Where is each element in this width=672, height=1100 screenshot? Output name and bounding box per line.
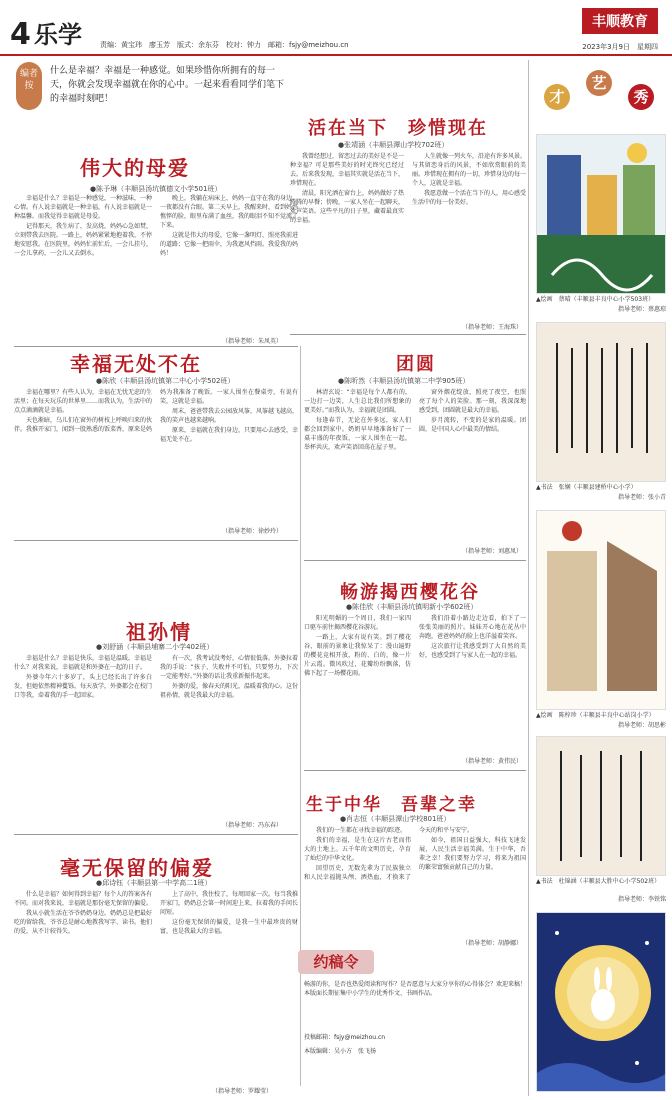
article-title: 毫无保留的偏爱 — [60, 856, 214, 880]
paragraph: 我从小就生活在爷爷奶奶身边。奶奶总是把最好吃的留给我，爷爷总是耐心地教我写字、读书。他们的爱，从不计较得失。 — [14, 910, 153, 935]
banner-char: 才 — [544, 84, 570, 110]
article-title: 活在当下 珍惜现在 — [308, 118, 488, 139]
teacher-credit: （指导老师：王海珠） — [462, 324, 523, 331]
paragraph: 外婆的爱，像春天的阳光，温暖着我的心。这份祖孙情，就是我最大的幸福。 — [160, 683, 298, 699]
paragraph: 岁月流转，不变的是家的温暖。团圆，是中国人心中最美的情结。 — [419, 417, 526, 433]
article-author: ●陈欣（丰顺县汤坑镇第二中心小学502班） — [96, 377, 235, 385]
article-title: 伟大的母爱 — [80, 156, 190, 180]
article-author: ●邱诗钰（丰顺县第一中学高二1班） — [96, 879, 212, 887]
paragraph: 原来，幸福就在我们身边，只要用心去感受，幸福无处不在。 — [160, 427, 298, 443]
page-editor: 本版编辑：吴小方 张飞扬 — [304, 1048, 377, 1055]
divider — [14, 346, 298, 347]
teacher-credit: （指导老师：徐妙玲） — [222, 528, 283, 535]
article-title: 生于中华 吾辈之幸 — [306, 795, 477, 815]
paragraph: 我们的幸福，是生在这片古老而伟大的土地上。五千年的文明历史，孕育了灿烂的中华文化。 — [304, 837, 411, 862]
art-showcase-column — [530, 56, 672, 1100]
teacher-credit: （指导老师：刘惠凤） — [462, 548, 523, 555]
article-body — [14, 194, 298, 334]
paragraph: 回望历史，无数先辈为了民族独立和人民幸福抛头颅、洒热血，才换来了今天的和平与安宁。 — [304, 827, 474, 881]
paragraph: 每逢春节，无论在外多远，家人们都会回到家中。奶奶早早地准备好了一桌丰盛的年夜饭，一家人围坐在一起，举杯共庆，欢声笑语回荡在屋子里。 — [304, 417, 411, 451]
paragraph: 这就是伟大的母爱，它像一盏明灯，照亮我前进的道路；它像一把雨伞，为我遮风挡雨。我爱我的妈妈！ — [160, 232, 298, 257]
artwork-teacher: 指导老师：张小青 — [617, 494, 666, 501]
article-body — [304, 614, 526, 754]
artwork-calligraphy — [536, 322, 666, 482]
submission-email: 投稿邮箱：fsjy@meizhou.cn — [304, 1034, 386, 1041]
paragraph: 阳光明媚的一个周日，我们一家四口驱车前往揭西樱花谷游玩。 — [304, 615, 411, 631]
divider — [14, 834, 298, 835]
paragraph: 我曾经想过，留恋过去的美好是不是一种幸福？可是那些美好的时光终究已经过去。后来我发现，幸福其实就是活在当下，珍惜现在。 — [290, 153, 405, 187]
call-title: 约稿令 — [298, 950, 374, 974]
paragraph: 周末，爸爸带我去公园放风筝，风筝越飞越高，我的笑声也越来越响。 — [160, 408, 298, 424]
article-body — [14, 388, 298, 524]
call-text: 畅游的你，是否也热爱阅读和写作？是否愿意与大家分享你的心得体会？欢迎来稿！本版面长期征集中小学生的优秀作文、书画作品。 — [304, 981, 527, 997]
paragraph: 人生就像一列火车，沿途有许多风景。与其留恋身后的风景，不如欣赏眼前的美丽。珍惜现在拥有的一切，珍惜身边的每一个人，这就是幸福。 — [412, 153, 526, 187]
teacher-credit: （指导老师：胡静娜） — [462, 940, 523, 947]
page-number: 4 — [10, 17, 31, 52]
article-author: ●张靖涵（丰顺县潭山学校702班） — [338, 141, 449, 149]
article-body — [304, 826, 526, 936]
teacher-credit: （指导老师：冯东春） — [222, 822, 283, 829]
artwork-painting — [536, 510, 666, 710]
paragraph: 窗外烟花绽放，照亮了夜空，也照亮了每个人的笑脸。那一刻，我深深地感受到，团圆就是最大的幸福。 — [419, 389, 526, 414]
paragraph: 有一次，我考试没考好，心情很低落。外婆拉着我的手说：“孩子，失败并不可怕，只要努力，下次一定能考好。”外婆的话让我重新振作起来。 — [160, 655, 298, 680]
divider — [304, 770, 526, 771]
issue-date: 2023年3月9日 星期四 — [582, 43, 658, 51]
article-author: ●陈佳欣（丰顺县汤坑镇明新小学602班） — [346, 603, 478, 611]
divider — [304, 560, 526, 561]
call-for-submissions — [298, 950, 528, 1100]
paragraph: 记得那天，我生病了，发高烧，妈妈心急如焚，立刻带我去医院。一路上，妈妈紧紧地抱着我，不停地安慰我。在医院里，妈妈忙前忙后，一会儿挂号，一会儿拿药，一会儿又去倒水。 — [14, 223, 153, 257]
brand-logo: 丰顺教育 — [582, 8, 658, 34]
paragraph: 林清玄说：“幸福是每个人都有的，一边打一边笑，人生总比我们所想象的更美好。”而我认为，幸福就是团圆。 — [304, 389, 411, 414]
teacher-credit: （指导老师：黄伟民） — [462, 758, 523, 765]
artwork-painting — [536, 134, 666, 294]
teacher-credit: （指导老师：朱凤英） — [222, 338, 283, 345]
paragraph: 这份毫无保留的偏爱，是我一生中最珍贵的财富，也是我最大的幸福。 — [160, 919, 298, 935]
credits-line: 责编：黄宝玮 廖玉芳 版式：余东芬 校对：钟力 邮箱：fsjy@meizhou.cn — [100, 41, 349, 49]
article-author: ●肖志恒（丰顺县潭山学校801班） — [340, 815, 451, 823]
paragraph: 我们的一生都在寻找幸福的踪迹。 — [316, 827, 407, 834]
editor-note-badge: 编者按 — [16, 62, 42, 110]
paragraph: 天色渐暗，乌儿们在窗外的树枝上呼唤归来的伙伴。我推开家门，闻到一股熟悉的饭菜香，原来是妈妈为我准备了晚饭。一家人围坐在餐桌旁，有说有笑，这就是幸福。 — [14, 389, 298, 433]
paragraph: 我们沿着小路边走边看，拍下了一张张美丽的照片。妹妹开心地在花丛中奔跑，爸爸妈妈的脸上也洋溢着笑容。 — [419, 615, 526, 640]
divider — [290, 334, 526, 335]
paragraph: 晚上，我躺在病床上，妈妈一直守在我的身边，一夜都没有合眼。第二天早上，我醒来时，看到妈妈憔悴的脸，眼里布满了血丝，我的眼泪不知不觉流了下来。 — [160, 195, 298, 229]
editor-note-text: 什么是幸福？幸福是一种感觉。如果珍惜你所拥有的每一天，你就会发现幸福就在你的心中。一起来看看同学们笔下的幸福时刻吧！ — [50, 66, 285, 104]
article-title: 畅游揭西樱花谷 — [340, 582, 480, 603]
paragraph: 外婆今年六十多岁了，头上已经长出了许多白发，但她依然精神矍铄。每天放学，外婆都会在校门口等我，牵着我的手一起回家。 — [14, 674, 153, 699]
banner-char: 秀 — [628, 84, 654, 110]
paragraph: 如今，祖国日益强大，科技飞速发展，人民生活幸福美满。生于中华，吾辈之幸！我们要努力学习，将来为祖国的繁荣富强贡献自己的力量。 — [419, 837, 526, 871]
artwork-caption: ▲书法 杜锦涵（丰顺县大胜中心小学502班） — [536, 878, 661, 885]
paragraph: 幸福是什么？幸福是一种感觉，一种滋味，一种心情。有人说幸福就是一种幸福，有人说幸福就是一种温馨。而我觉得幸福就是母爱。 — [14, 195, 153, 220]
article-body — [290, 152, 526, 320]
artwork-caption: ▲绘画 蔡晴（丰顺县丰良中心小学503班） — [536, 296, 655, 303]
paragraph: 幸福是什么？幸福是快乐，幸福是温暖。幸福是什么？对我来说，幸福就是和外婆在一起的日子。 — [14, 655, 153, 671]
art-showcase-banner — [534, 60, 668, 128]
artwork-teacher: 指导老师：李铁铭 — [617, 896, 666, 903]
artwork-calligraphy — [536, 736, 666, 876]
paragraph: 什么是幸福？如何得到幸福？每个人的答案各有不同。而对我来说，幸福就是那份毫无保留的偏爱。 — [14, 891, 153, 907]
divider — [14, 540, 298, 541]
artwork-teacher: 指导老师：胡思彬 — [617, 722, 666, 729]
paragraph: 清晨，阳光洒在窗台上，妈妈做好了热腾腾的早餐；傍晚，一家人坐在一起聊天，欢声笑语。这些平凡的日子里，藏着最真实的幸福。 — [290, 190, 405, 224]
artwork-caption: ▲书法 张娴（丰顺县建桥中心小学） — [536, 484, 637, 491]
page-header — [0, 0, 672, 56]
artwork-caption: ▲绘画 陈梓珍（丰顺县丰良中心站岗小学） — [536, 712, 655, 719]
column-divider — [528, 60, 529, 1096]
artwork-painting — [536, 912, 666, 1092]
paragraph: 我愿意做一个活在当下的人，用心感受生活中的每一份美好。 — [412, 190, 526, 206]
artwork-teacher: 指导老师：蔡惠琼 — [617, 306, 666, 313]
article-title: 幸福无处不在 — [70, 352, 202, 376]
article-title: 祖孙情 — [126, 620, 192, 644]
paragraph: 这次旅行让我感受到了大自然的美好，也感受到了与家人在一起的幸福。 — [419, 643, 526, 659]
article-author: ●陈昕然（丰顺县汤坑镇第二中学905班） — [338, 377, 470, 385]
paragraph: 幸福在哪里？有些人认为，幸福在无忧无虑的生活里；在每天玩乐的世界里……而我认为，生活中的点点滴滴就是幸福。 — [14, 389, 153, 414]
article-author: ●刘舒涵（丰顺县埔寨二小学402班） — [96, 643, 214, 651]
article-body — [14, 890, 298, 1086]
paragraph: 上了高中，我住校了，每周回家一次。每当我推开家门，奶奶总会第一时间迎上来，拉着我的手问长问短。 — [160, 891, 298, 916]
banner-char: 艺 — [586, 70, 612, 96]
article-title: 团圆 — [396, 354, 436, 375]
editor-note — [16, 62, 284, 116]
section-title: 乐学 — [34, 21, 82, 49]
paragraph: 一路上，大家有说有笑。到了樱花谷，眼前的景象让我惊呆了：漫山遍野的樱花竞相开放，粉的、白的，像一片片云霞。微风吹过，花瓣纷纷飘落，仿佛下起了一场樱花雨。 — [304, 634, 411, 677]
article-body — [14, 654, 298, 818]
teacher-credit: （指导老师：罗耀莹） — [212, 1088, 273, 1095]
article-author: ●陈予琳（丰顺县汤坑镇德文小学501班） — [90, 185, 222, 193]
article-body — [304, 388, 526, 544]
